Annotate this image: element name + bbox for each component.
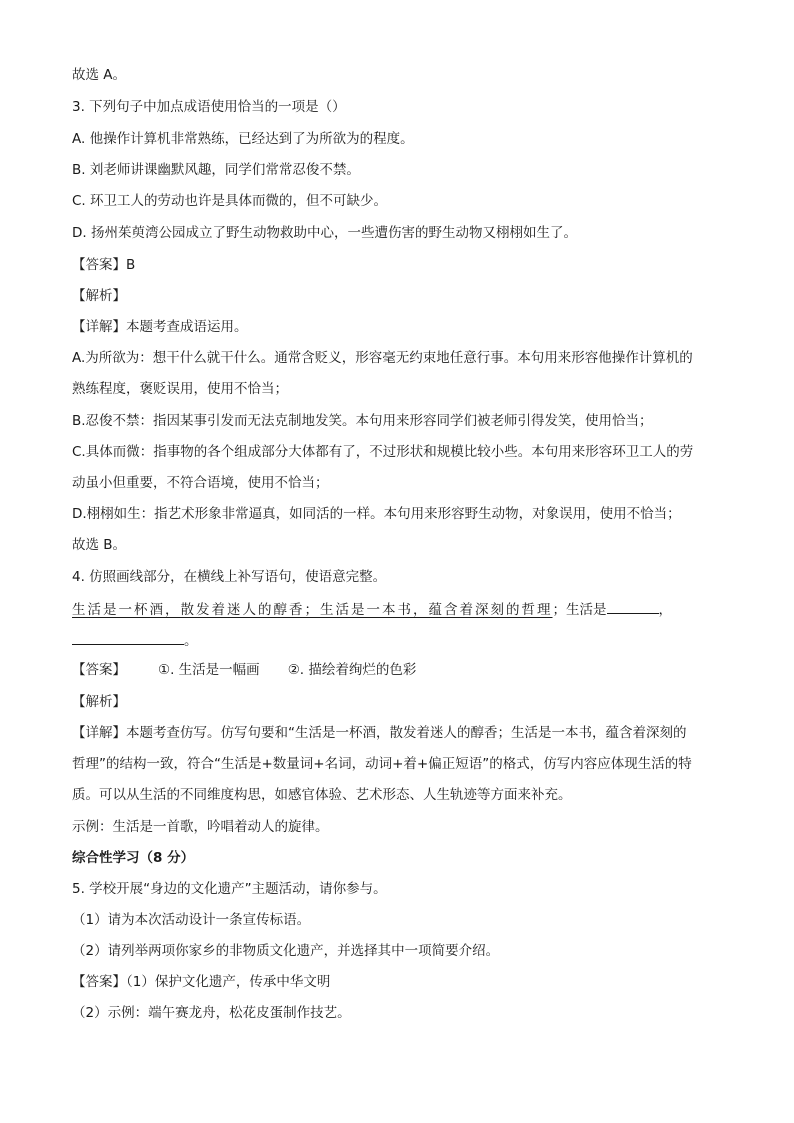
question-5: 5. 学校开展“身边的文化遗产”主题活动，请你参与。 bbox=[72, 881, 387, 897]
option-c: C. 环卫工人的劳动也许是具体而微的，但不可缺少。 bbox=[72, 193, 388, 209]
analysis-label: 【解析】 bbox=[72, 288, 126, 304]
fill-blank-1[interactable] bbox=[607, 599, 659, 614]
question-4-sentence bbox=[72, 599, 672, 619]
detail-line: A.为所欲为：想干什么就干什么。通常含贬义，形容毫无约束地任意行事。本句用来形容他操作计算机的 bbox=[72, 350, 693, 366]
question-3: 3. 下列句子中加点成语使用恰当的一项是（） bbox=[72, 99, 346, 115]
text-line: 故选 B。 bbox=[72, 537, 127, 553]
answer-label: 【答案】B bbox=[72, 257, 136, 273]
answer-5-1: 【答案】（1）保护文化遗产，传承中华文明 bbox=[72, 974, 331, 990]
period: 。 bbox=[184, 633, 198, 649]
fill-blank-2[interactable] bbox=[72, 630, 184, 645]
detail-line: 动虽小但重要，不符合语境，使用不恰当； bbox=[72, 475, 329, 491]
detail-line: 哲理”的结构一致，符合“生活是+数量词+名词，动词+着+偏正短语”的格式，仿写内容应体现生活的特 bbox=[72, 756, 692, 772]
option-a: A. 他操作计算机非常熟练，已经达到了为所欲为的程度。 bbox=[72, 131, 414, 147]
analysis-label: 【解析】 bbox=[72, 694, 126, 710]
comma: ， bbox=[658, 602, 672, 618]
detail-line: 【详解】本题考查仿写。仿写句要和“生活是一杯酒，散发着迷人的醇香；生活是一本书，蕴含着深刻的 bbox=[72, 725, 687, 741]
example-line: 示例：生活是一首歌，吟唱着动人的旋律。 bbox=[72, 819, 329, 835]
sub-question-1: （1）请为本次活动设计一条宣传标语。 bbox=[72, 912, 311, 928]
detail-line: C.具体而微：指事物的各个组成部分大体都有了，不过形状和规模比较小些。本句用来形容环卫工人的劳 bbox=[72, 444, 694, 460]
option-b: B. 刘老师讲课幽默风趣，同学们常常忍俊不禁。 bbox=[72, 162, 360, 178]
answer-1: ①. 生活是一幅画 bbox=[158, 662, 260, 678]
answer-2: ②. 描绘着绚烂的色彩 bbox=[287, 662, 417, 678]
answer-row-4 bbox=[72, 661, 416, 679]
option-d: D. 扬州茱萸湾公园成立了野生动物救助中心，一些遭伤害的野生动物又栩栩如生了。 bbox=[72, 225, 577, 241]
question-4: 4. 仿照画线部分，在横线上补写语句，使语意完整。 bbox=[72, 569, 387, 585]
question-4-blank-line bbox=[72, 630, 198, 650]
text-line: 故选 A。 bbox=[72, 67, 127, 83]
answer-label: 【答案】 bbox=[72, 662, 126, 678]
underlined-model-sentence: 生活是一杯酒，散发着迷人的醇香；生活是一本书，蕴含着深刻的哲理 bbox=[72, 602, 553, 618]
section-heading: 综合性学习（8 分） bbox=[72, 850, 195, 866]
detail-line: D.栩栩如生：指艺术形象非常逼真，如同活的一样。本句用来形容野生动物，对象误用，使用不恰当； bbox=[72, 506, 681, 522]
detail-line: B.忍俊不禁：指因某事引发而无法克制地发笑。本句用来形容同学们被老师引得发笑，使用恰当； bbox=[72, 413, 653, 429]
sentence-tail: ；生活是 bbox=[552, 602, 607, 618]
detail-line: 质。可以从生活的不同维度构思，如感官体验、艺术形态、人生轨迹等方面来补充。 bbox=[72, 787, 572, 803]
detail-line: 【详解】本题考查成语运用。 bbox=[72, 319, 248, 335]
answer-5-2: （2）示例：端午赛龙舟，松花皮蛋制作技艺。 bbox=[72, 1005, 351, 1021]
sub-question-2: （2）请列举两项你家乡的非物质文化遗产，并选择其中一项简要介绍。 bbox=[72, 943, 500, 959]
detail-line: 熟练程度，褒贬误用，使用不恰当； bbox=[72, 381, 288, 397]
